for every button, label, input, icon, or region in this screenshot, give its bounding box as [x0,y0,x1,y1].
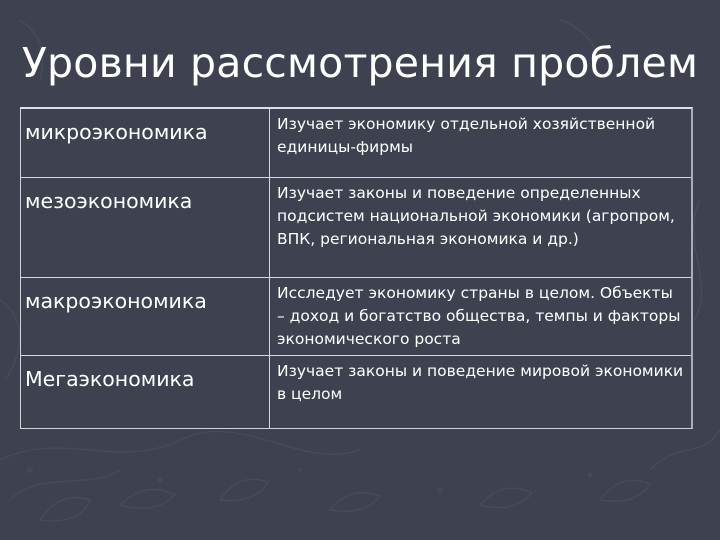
table-row [21,109,691,177]
level-term-cell: мезоэкономика [21,177,270,277]
level-term-cell: микроэкономика [21,109,270,177]
slide-title: Уровни рассмотрения проблем [21,39,699,87]
table-row [21,277,691,355]
level-term-cell: макроэкономика [21,277,270,355]
economics-levels-table [21,109,691,429]
level-description-cell: Исследует экономику страны в целом. Объекты – доход и богатство общества, темпы и факторы экономического роста [270,277,692,355]
table-row [21,355,691,429]
level-description-cell: Изучает законы и поведение мировой экономики в целом [277,361,684,403]
level-term-cell: Мегаэкономика [21,355,270,429]
level-description-cell: Изучает экономику отдельной хозяйственной единицы-фирмы [270,109,692,177]
economics-levels-table-frame [20,107,693,429]
level-description-cell: Изучает законы и поведение определенных подсистем национальной экономики (агропром, ВПК, региональная экономика и др.) [270,177,692,277]
table-row [21,177,691,277]
